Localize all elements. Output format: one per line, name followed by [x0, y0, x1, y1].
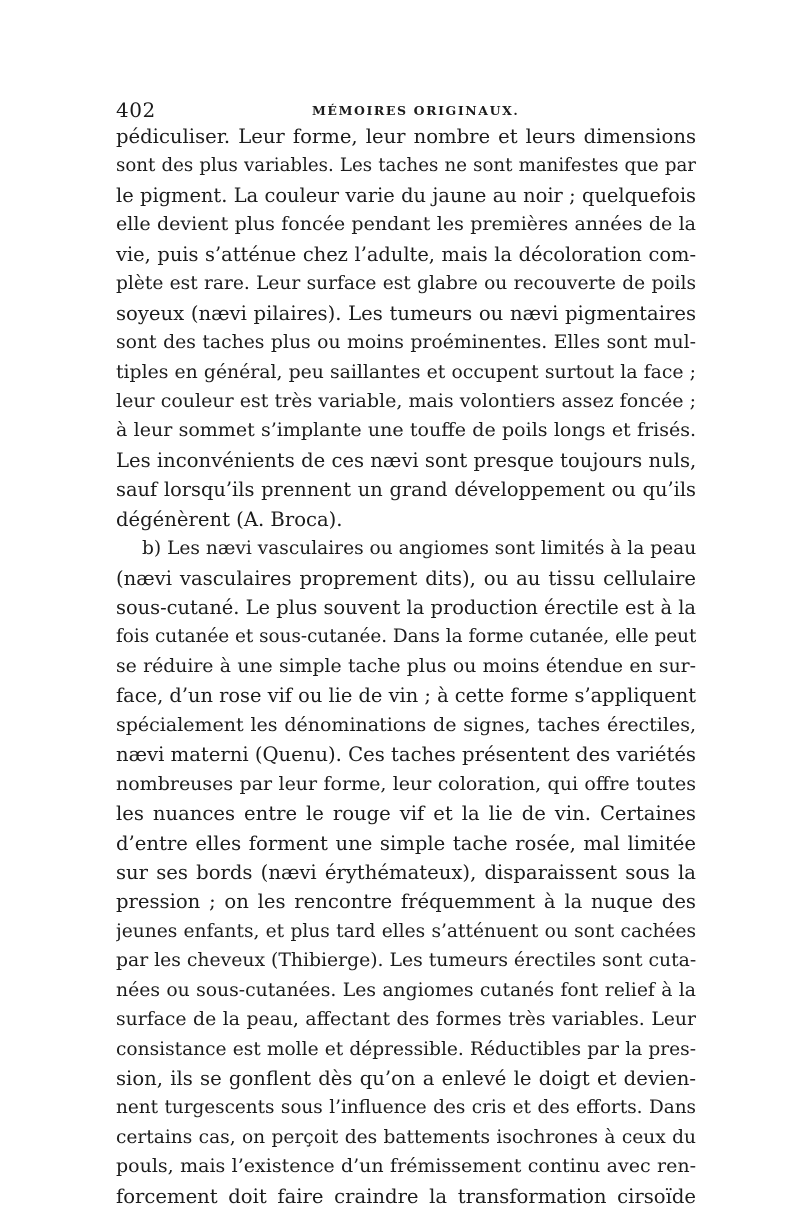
text-line: consistance est molle et dépressible. Réductibles par la pres-: [116, 1038, 696, 1060]
text-line: Les inconvénients de ces nævi sont presque toujours nuls,: [116, 448, 696, 472]
running-head: [116, 98, 696, 124]
text-line: certains cas, on perçoit des battements isochrones à ceux du: [116, 1126, 696, 1148]
text-line: face, d’un rose vif ou lie de vin ; à cette forme s’appliquent: [116, 684, 696, 708]
text-line: spécialement les dénominations de signes, taches érectiles,: [116, 713, 696, 736]
text-line: sous-cutané. Le plus souvent la production érectile est à la: [116, 596, 696, 619]
text-line: le pigment. La couleur varie du jaune au noir ; quelquefois: [116, 183, 696, 207]
text-line: sur ses bords (nævi érythémateux), disparaissent sous la: [116, 860, 696, 884]
text-line: nævi materni (Quenu). Ces taches présentent des variétés: [116, 743, 696, 767]
text-line: soyeux (nævi pilaires). Les tumeurs ou nævi pigmentaires: [116, 301, 696, 325]
text-line: plète est rare. Leur surface est glabre ou recouverte de poils: [116, 273, 696, 295]
body-text: [116, 122, 696, 1211]
text-line: vie, puis s’atténue chez l’adulte, mais la décoloration com-: [116, 242, 696, 266]
paragraph-2: [116, 534, 696, 1211]
text-line: d’entre elles forment une simple tache rosée, mal limitée: [116, 831, 696, 855]
text-line: nent turgescents sous l’influence des cris et des efforts. Dans: [116, 1097, 696, 1119]
text-line: sont des taches plus ou moins proéminentes. Elles sont mul-: [116, 332, 696, 354]
text-line: sont des plus variables. Les taches ne sont manifestes que par: [116, 155, 696, 177]
paragraph-1: [116, 122, 696, 534]
text-line: dégénèrent (A. Broca).: [116, 507, 343, 531]
text-line: leur couleur est très variable, mais volontiers assez foncée ;: [116, 389, 696, 412]
text-line: sauf lorsqu’ils prennent un grand développement ou qu’ils: [116, 478, 696, 502]
text-line: jeunes enfants, et plus tard elles s’atténuent ou sont cachées: [116, 920, 696, 942]
text-line: nées ou sous-cutanées. Les angiomes cutanés font relief à la: [116, 979, 696, 1001]
text-line: elle devient plus foncée pendant les premières années de la: [116, 213, 696, 236]
text-line: pouls, mais l’existence d’un frémissement continu avec ren-: [116, 1155, 696, 1178]
page-number: 402: [116, 98, 156, 122]
text-line: tiples en général, peu saillantes et occupent surtout la face ;: [116, 361, 696, 383]
text-line: les nuances entre le rouge vif et la lie de vin. Certaines: [116, 802, 696, 826]
text-line: pression ; on les rencontre fréquemment à la nuque des: [116, 890, 696, 914]
text-line: forcement doit faire craindre la transformation cirsoïde: [116, 1184, 696, 1208]
text-line: (nævi vasculaires proprement dits), ou au tissu cellulaire: [116, 566, 696, 590]
text-line: pédiculiser. Leur forme, leur nombre et leurs dimensions: [116, 125, 696, 148]
text-line: fois cutanée et sous-cutanée. Dans la forme cutanée, elle peut: [116, 626, 696, 648]
running-title: MÉMOIRES ORIGINAUX.: [312, 103, 520, 118]
text-line: b) Les nævi vasculaires ou angiomes sont limités à la peau: [142, 538, 696, 560]
text-line: nombreuses par leur forme, leur coloration, qui offre toutes: [116, 772, 696, 795]
text-line: à leur sommet s’implante une touffe de poils longs et frisés.: [116, 419, 696, 442]
text-line: sion, ils se gonflent dès qu’on a enlevé le doigt et devien-: [116, 1067, 696, 1090]
text-line: se réduire à une simple tache plus ou moins étendue en sur-: [116, 655, 696, 677]
text-line: par les cheveux (Thibierge). Les tumeurs érectiles sont cuta-: [116, 950, 696, 972]
text-line: surface de la peau, affectant des formes très variables. Leur: [116, 1009, 696, 1031]
